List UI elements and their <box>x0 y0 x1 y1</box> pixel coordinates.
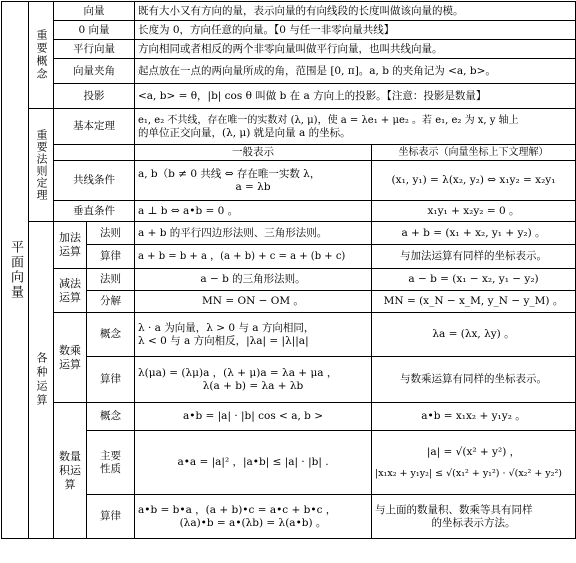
collinear-coordinate: (x₁, y₁) = λ(x₂, y₂) ⇔ x₁y₂ = x₂y₁ <box>372 161 576 201</box>
dot-property-coordinate <box>372 431 576 495</box>
dot-concept-label: 概念 <box>87 403 135 431</box>
concept-desc: <a, b> = θ，|b| cos θ 叫做 b 在 a 方向上的投影。【注意：投影是数量】 <box>135 84 576 109</box>
scalar-law-line2: λ(a + b) = λa + λb <box>202 379 304 392</box>
perpendicular-coordinate: x₁y₁ + x₂y₂ = 0 。 <box>372 201 576 222</box>
dot-law-label: 算律 <box>87 495 135 539</box>
concept-name: 向量 <box>54 2 135 21</box>
concept-name: 平行向量 <box>54 40 135 59</box>
scalar-law-general <box>135 357 372 403</box>
header-coordinate: 坐标表示（向量坐标上下文理解） <box>372 145 576 161</box>
concept-desc: 方向相同或者相反的两个非零向量叫做平行向量，也叫共线向量。 <box>135 40 576 59</box>
dot-law-coord-line1: 与上面的数量积、数乘等具有同样 <box>375 503 533 516</box>
addition-rule-label: 法则 <box>87 222 135 245</box>
scalar-group: 数乘运算 <box>54 313 87 403</box>
basic-theorem-label: 基本定理 <box>54 109 135 145</box>
addition-law-label: 算律 <box>87 245 135 269</box>
dot-concept-coordinate: a•b = x₁x₂ + y₁y₂ 。 <box>372 403 576 431</box>
perpendicular-label: 垂直条件 <box>54 201 135 222</box>
addition-rule-coordinate: a + b = (x₁ + x₂, y₁ + y₂) 。 <box>372 222 576 245</box>
addition-rule-general: a + b 的平行四边形法则、三角形法则。 <box>135 222 372 245</box>
section-important-concepts: 重要概念 <box>29 2 54 109</box>
section-operations: 各种运算 <box>29 222 54 539</box>
dot-group: 数量积运算 <box>54 403 87 539</box>
dot-law-line1: a•b = b•a ，(a + b)•c = a•c + b•c ， <box>138 503 337 516</box>
scalar-concept-general <box>135 313 372 357</box>
header-general: 一般表示 <box>135 145 372 161</box>
dot-property-label: 主要性质 <box>87 431 135 495</box>
subtraction-rule-general: a − b 的三角形法则。 <box>135 269 372 291</box>
collinear-label: 共线条件 <box>54 161 135 201</box>
concept-desc: 既有大小又有方向的量，表示向量的有向线段的长度叫做该向量的模。 <box>135 2 576 21</box>
subtraction-rule-label: 法则 <box>87 269 135 291</box>
subtraction-decomp-coordinate: MN = (x_N − x_M, y_N − y_M) 。 <box>372 291 576 313</box>
scalar-law-label: 算律 <box>87 357 135 403</box>
subtraction-decomp-general: MN = ON − OM 。 <box>135 291 372 313</box>
vector-summary-table <box>1 1 575 559</box>
dot-law-coord-line2: 的坐标表示方法。 <box>431 516 516 529</box>
dot-property-coord-line1: |a| = √(x² + y²) ， <box>426 445 521 458</box>
scalar-law-line1: λ(μa) = (λμ)a ，(λ + μ)a = λa + μa ， <box>138 366 338 379</box>
addition-law-coordinate: 与加法运算有同样的坐标表示。 <box>372 245 576 269</box>
topic-title: 平面向量 <box>2 2 29 539</box>
basic-theorem-desc <box>135 109 576 145</box>
dot-law-line2: (λa)•b = a•(λb) = λ(a•b) 。 <box>179 516 327 529</box>
scalar-concept-coordinate: λa = (λx, λy) 。 <box>372 313 576 357</box>
concept-name: 投影 <box>54 84 135 109</box>
concept-desc: 长度为 0，方向任意的向量。【0 与任一非零向量共线】 <box>135 21 576 40</box>
dot-property-coord-line2: |x₁x₂ + y₁y₂| ≤ √(x₁² + y₁²) · √(x₂² + y₂²) <box>375 467 562 479</box>
concept-name: 向量夹角 <box>54 59 135 84</box>
scalar-law-coordinate: 与数乘运算有同样的坐标表示。 <box>372 357 576 403</box>
subtraction-rule-coordinate: a − b = (x₁ − x₂, y₁ − y₂) <box>372 269 576 291</box>
dot-property-general: a•a = |a|² ，|a•b| ≤ |a| · |b| . <box>135 431 372 495</box>
concept-name: 0 向量 <box>54 21 135 40</box>
subtraction-decomp-label: 分解 <box>87 291 135 313</box>
basic-theorem-line1: e₁, e₂ 不共线，存在唯一的实数对 (λ, μ)，使 a = λe₁ + μe₂ 。若 e₁, e₂ 为 x, y 轴上 <box>138 114 519 126</box>
collinear-general-line1: a, b（b ≠ 0 共线 ⇔ 存在唯一实数 λ， <box>138 167 321 180</box>
section-important-laws: 重要法则定理 <box>29 109 54 222</box>
addition-law-general: a + b = b + a ，(a + b) + c = a + (b + c) <box>135 245 372 269</box>
addition-group: 加法运算 <box>54 222 87 269</box>
collinear-general-line2: a = λb <box>235 180 271 193</box>
scalar-concept-line1: λ · a 为向量，λ > 0 与 a 方向相同， <box>138 321 315 334</box>
perpendicular-general: a ⊥ b ⇔ a•b = 0 。 <box>135 201 372 222</box>
dot-concept-general: a•b = |a| · |b| cos < a, b > <box>135 403 372 431</box>
dot-law-coordinate <box>372 495 576 539</box>
subtraction-group: 减法运算 <box>54 269 87 313</box>
concept-desc: 起点放在一点的两向量所成的角，范围是 [0, π]。a, b 的夹角记为 <a, b>。 <box>135 59 576 84</box>
dot-law-general <box>135 495 372 539</box>
scalar-concept-label: 概念 <box>87 313 135 357</box>
scalar-concept-line2: λ < 0 与 a 方向相反，|λa| = |λ||a| <box>138 334 309 347</box>
collinear-general <box>135 161 372 201</box>
basic-theorem-line2: 的单位正交向量，(λ, μ) 就是向量 a 的坐标。 <box>138 126 351 139</box>
